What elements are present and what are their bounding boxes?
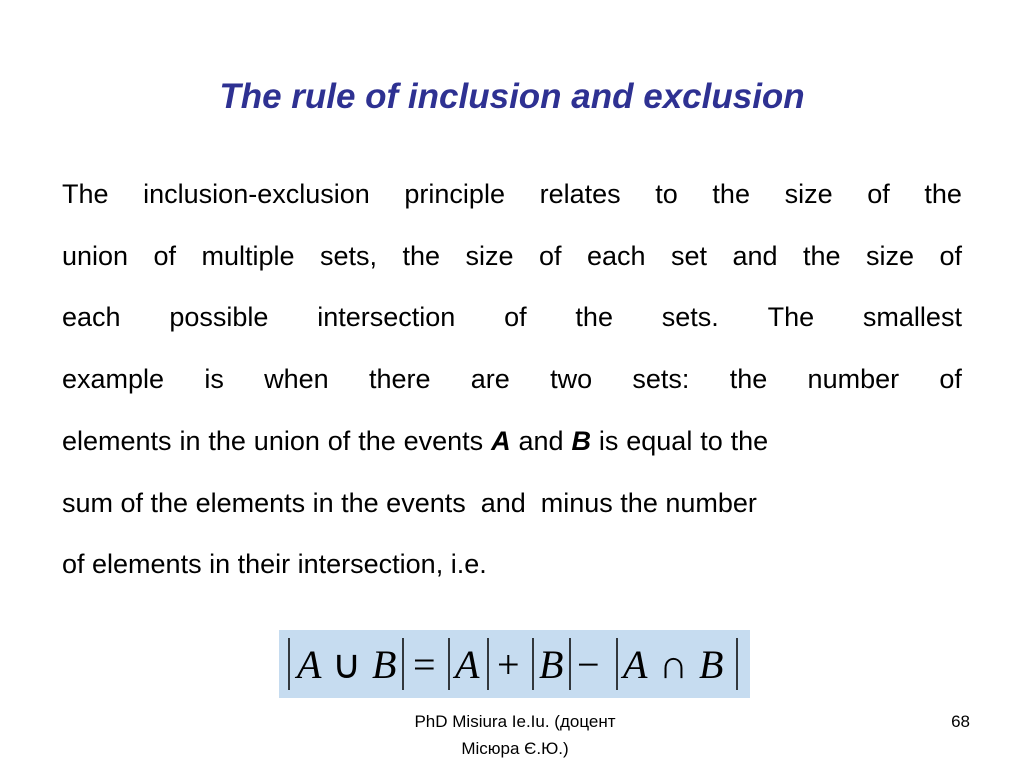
line-5-text-before: elements in the union of the events [62,425,492,456]
word: union [62,240,129,271]
word: possible [169,302,269,333]
word: sets: [632,364,690,395]
word: there [368,364,431,395]
paragraph-line-1 [62,164,962,226]
inclusion-exclusion-formula [279,630,750,698]
formula-b-1: B [372,642,397,687]
formula-box [279,630,750,698]
plus-symbol: + [497,642,520,687]
formula-a-1: A [297,642,322,687]
footer-author-line-2: Місюра Є.Ю.) [461,739,569,758]
word: size [865,240,914,271]
word: of [153,240,177,271]
word: sets. [661,302,719,333]
paragraph-line-4 [62,349,962,411]
word: the [802,240,841,271]
word: each [586,240,646,271]
word: when [264,364,329,395]
set-a-label: A [491,425,511,456]
word: set [670,240,707,271]
word: size [784,179,833,209]
word: relates [539,179,621,209]
word: example [62,364,165,395]
word: The [62,179,109,209]
formula-a-2: A [455,642,480,687]
set-b-label: B [571,425,591,456]
paragraph-line-3 [62,287,962,349]
word: multiple [201,240,295,271]
word: are [470,364,510,395]
paragraph-line-6: sum of the elements in the events and minus the number [62,487,757,518]
formula-b-3: B [699,642,724,687]
word: of [538,240,562,271]
word: inclusion-exclusion [143,179,370,209]
word: size [465,240,514,271]
word: sets, [320,240,378,271]
word: The [767,302,815,333]
word: the [924,179,962,209]
formula-a-3: A [623,642,648,687]
footer-author [380,708,650,762]
word: two [550,364,593,395]
word: smallest [862,302,962,333]
word: of [939,364,962,395]
line-5-text-middle: and [510,425,572,456]
footer-author-line-1: PhD Misiura Ie.Iu. (доцент [414,712,616,731]
paragraph-line-5 [62,411,962,473]
word: the [729,364,768,395]
formula-b-2: B [539,642,564,687]
page-number: 68 [951,712,970,731]
word: of [867,179,890,209]
word: the [402,240,441,271]
equals-symbol: = [413,642,436,687]
word: number [807,364,900,395]
paragraph-line-2 [62,226,962,288]
word: of [939,240,962,271]
word: intersection [317,302,456,333]
word: to [655,179,678,209]
word: is [204,364,224,395]
paragraph-line-7: of elements in their intersection, i.e. [62,549,487,580]
word: the [575,302,613,333]
intersection-symbol: ∩ [659,642,688,687]
union-symbol: ∪ [332,642,362,687]
slide-title: The rule of inclusion and exclusion [219,77,805,116]
line-5-text-after: is equal to the [590,425,769,456]
word: each [62,302,121,333]
body-paragraph [62,164,962,596]
word: and [732,240,778,271]
word: principle [404,179,505,209]
minus-symbol: − [577,642,600,687]
word: the [712,179,750,209]
word: of [504,302,527,333]
